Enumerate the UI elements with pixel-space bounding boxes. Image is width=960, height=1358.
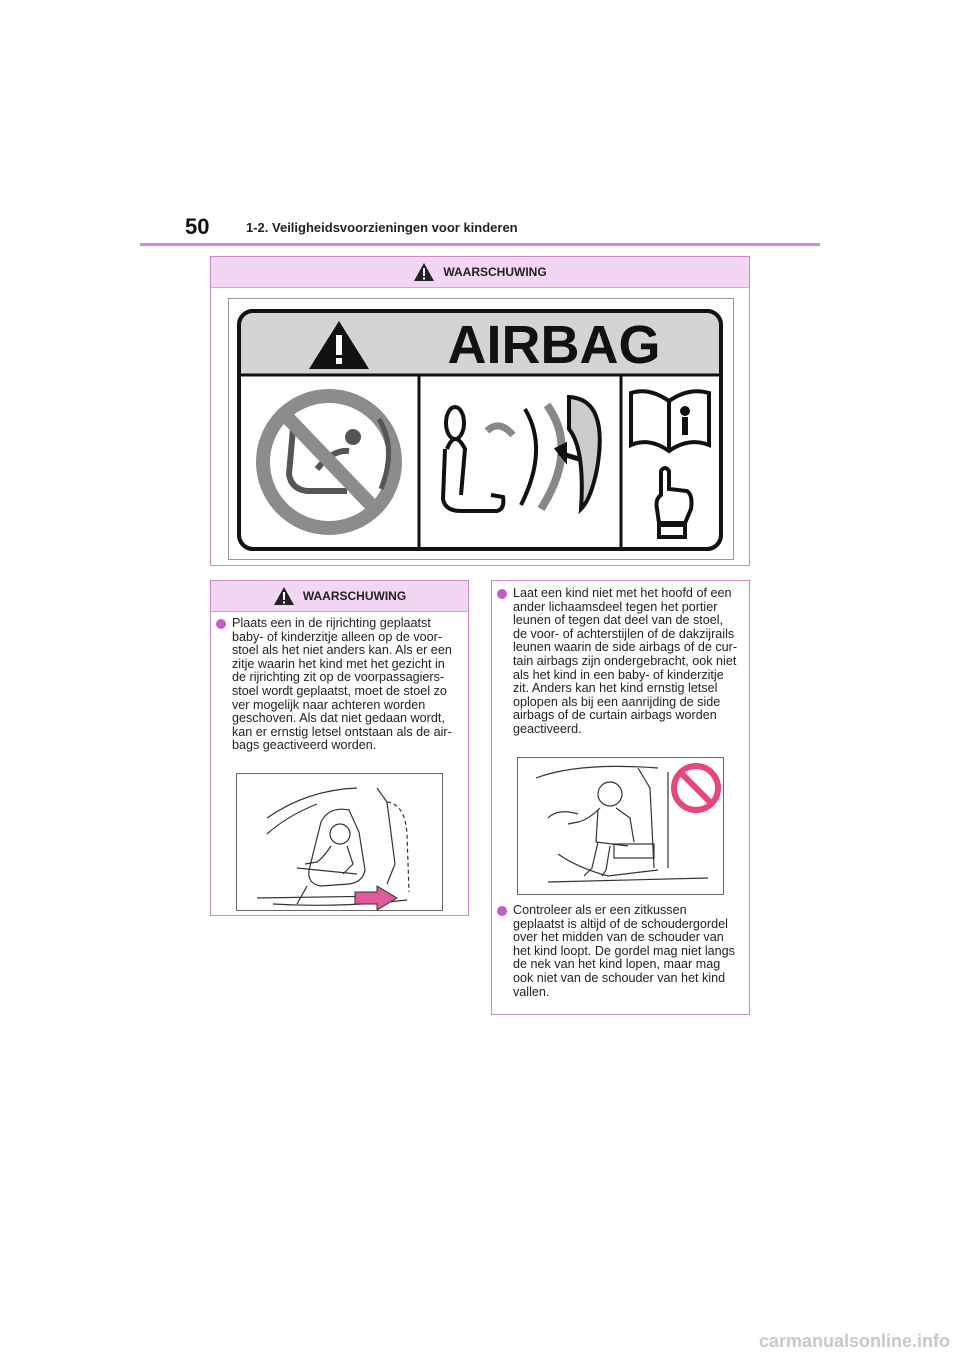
bullet-text: Laat een kind niet met het hoofd of een ander lichaamsdeel tegen het portier leunen of tegen dat deel van de stoel, de voor- of achterstijlen of de dakzijrails leunen waarin de side airbags of de cur- tain airbags zijn ondergebracht, ook niet als het kind in een baby- of kinderzitje zit. Anders kan het kind ernstig letsel oplopen als bij een aanrijding de side airbags of de curtain airbags worden geactiveerd. [513,586,738,736]
warning-triangle-icon [273,586,295,606]
warning-box-top [210,256,750,566]
watermark: carmanualsonline.info [758,1331,950,1351]
child-seat-drawing [237,774,442,910]
bullet-icon [497,589,507,599]
warning-box-right [491,580,750,1015]
no-rear-facing-seat-icon [263,396,395,528]
read-manual-icon [631,391,709,451]
bullet-icon [497,906,507,916]
warning-box-left [210,580,469,916]
list-item [497,904,747,999]
airbag-label-illustration [228,298,734,560]
list-item [216,617,466,753]
warning-header [211,257,749,288]
bullet-icon [216,619,226,629]
bullet-text: Plaats een in de rijrichting geplaatst baby- of kinderzitje alleen op de voor- stoel als het niet anders kan. Als er een zitje waarin het kind met het gezicht in de rijrichting zit op de voorpassagiers- stoel wordt geplaatst, moet de stoel zo ver mogelijk naar achteren worden geschoven. Als dat niet gedaan wordt, kan er ernstig letsel ontstaan als de air- bags geactiveerd worden. [232,616,452,753]
warning-title: WAARSCHUWING [302,589,407,603]
bullet-text: Controleer als er een zitkussen geplaatst is altijd of de schoudergordel over het midden van de schouder van het kind loopt. De gordel mag niet langs de nek van het kind lopen, maar mag ook niet van de schouder van het kind vallen. [513,903,735,999]
warning-header [211,581,468,612]
section-title: 1-2. Veiligheidsvoorzieningen voor kinderen [246,220,518,235]
page-number: 50 [185,214,210,239]
forward-facing-seat-illustration [236,773,443,911]
booster-seat-drawing [518,758,723,894]
airbag-label-text: AIRBAG [447,315,661,375]
airbag-label [229,299,733,559]
warning-triangle-icon [413,262,435,282]
push-back-arrow-icon [355,886,397,910]
list-item [497,587,747,737]
header-rule [140,243,820,246]
booster-seat-illustration [517,757,724,895]
warning-title: WAARSCHUWING [443,265,547,279]
prohibited-icon [674,766,718,810]
